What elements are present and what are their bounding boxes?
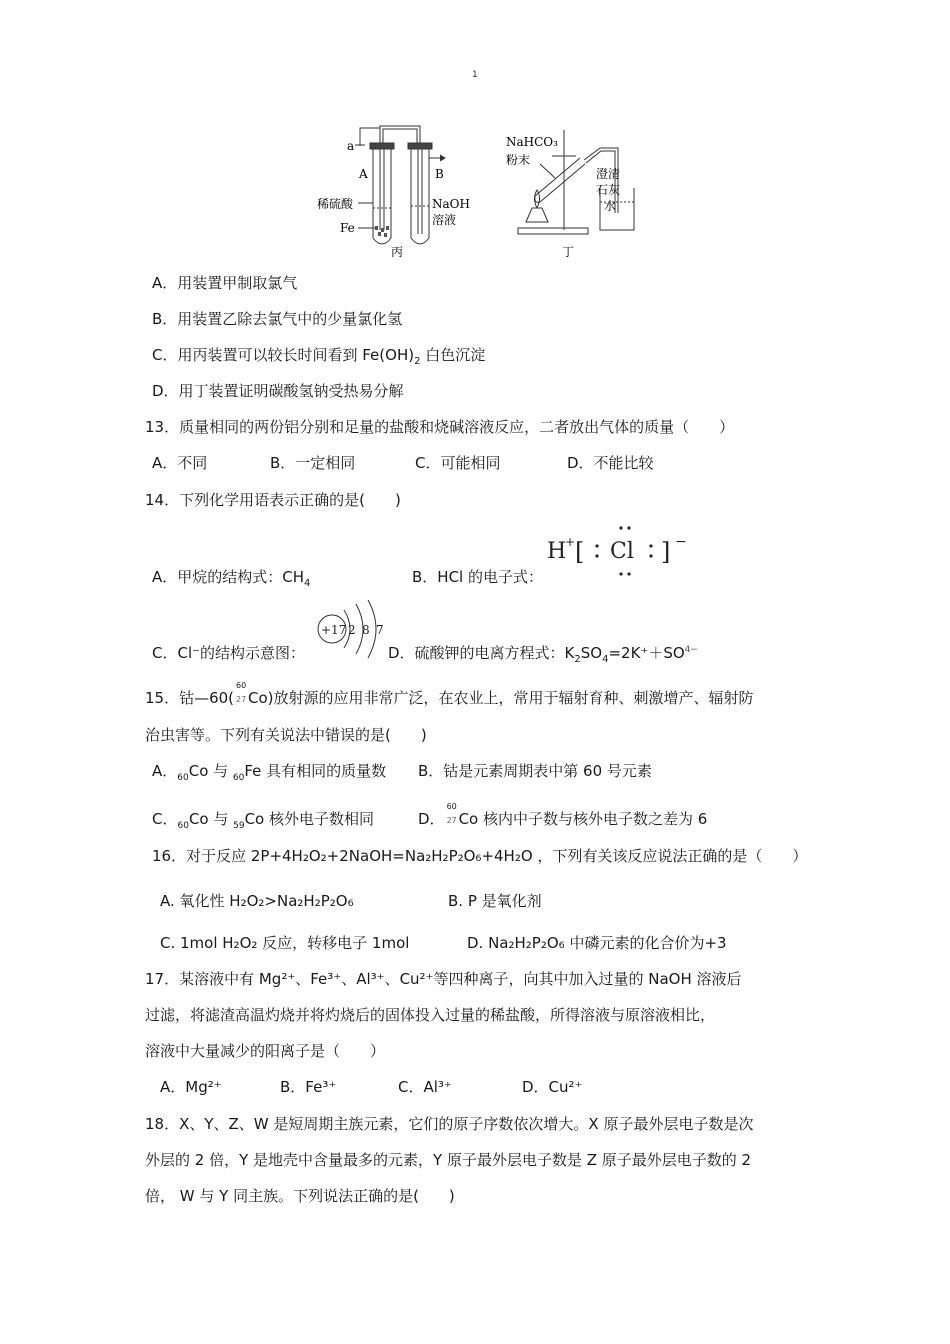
q12-option-c: C．用丙装置可以较长时间看到 $Fe(OH)_2$ 白色沉淀	[152, 346, 486, 367]
chloride-ion-structure-diagram	[312, 596, 392, 662]
q17-option-a: A．Mg²⁺	[160, 1078, 222, 1096]
lewis-plus: +	[565, 535, 576, 549]
limewater-label-1: 澄清	[596, 167, 621, 181]
q17-option-b: B．Fe³⁺	[280, 1078, 337, 1096]
shell-1: 2	[348, 623, 356, 637]
caption-ding: 丁	[562, 245, 575, 259]
fe-label: Fe	[340, 221, 355, 235]
q13-stem: 13．质量相同的两份铝分别和足量的盐酸和烧碱溶液反应，二者放出气体的质量（ ）	[145, 418, 735, 436]
q14-option-c: C．Cl⁻的结构示意图：	[152, 644, 306, 662]
caption-bing: 丙	[391, 245, 404, 259]
q14-option-d: D．硫酸钾的电离方程式：$K_2SO_4=2K^++SO^{4-}$	[388, 644, 698, 665]
dilute-acid-label: 稀硫酸	[317, 197, 354, 211]
nucleus-charge: +17	[321, 623, 347, 637]
q15-option-b: B．钴是元素周期表中第 60 号元素	[418, 762, 652, 780]
q17-line3: 溶液中大量减少的阳离子是（ ）	[145, 1042, 386, 1060]
q14-option-b: B．HCl 的电子式：	[412, 568, 543, 586]
q12-option-b: B．用装置乙除去氯气中的少量氯化氢	[152, 310, 403, 328]
limewater-label-3: 水	[604, 199, 617, 213]
q12-option-d: D．用丁装置证明碳酸氢钠受热易分解	[152, 382, 404, 400]
clamp-a-label: a	[347, 139, 355, 153]
q13-option-a: A．不同	[152, 454, 208, 472]
powder-label: 粉末	[506, 153, 531, 167]
page-number: 1	[472, 70, 478, 80]
apparatus-bing-figure	[317, 118, 475, 259]
q13-option-b: B．一定相同	[270, 454, 356, 472]
q18-line1: 18．X、Y、Z、W 是短周期主族元素，它们的原子序数依次增大。X 原子最外层电子数是次	[145, 1115, 754, 1133]
svg-text:[: [	[575, 538, 585, 566]
q13-option-c: C．可能相同	[415, 454, 501, 472]
q17-option-c: C．Al³⁺	[398, 1078, 452, 1096]
hcl-electron-formula	[545, 520, 695, 580]
tube-b-label: B	[435, 167, 444, 181]
q16-stem: 16．对于反应 2P+4H₂O₂+2NaOH=Na₂H₂P₂O₆+4H₂O ，下列有关该反应说法正确的是（ ）	[152, 847, 808, 865]
q14-option-a: A．甲烷的结构式：$CH_4$	[152, 568, 311, 589]
lewis-minus: −	[675, 534, 687, 550]
q16-option-c: C. 1mol H₂O₂ 反应，转移电子 1mol	[160, 934, 410, 952]
limewater-label-2: 石灰	[596, 183, 621, 197]
svg-text:]: ]	[661, 538, 671, 566]
q17-line1: 17．某溶液中有 Mg²⁺、Fe³⁺、Al³⁺、Cu²⁺等四种离子，向其中加入过量的 NaOH 溶液后	[145, 970, 742, 988]
shell-2: 8	[362, 623, 370, 637]
q15-option-d: D． 60 27 Co 核内中子数与核外电子数之差为 6	[418, 802, 708, 828]
solution-label: 溶液	[432, 213, 457, 227]
tube-a-label: A	[359, 167, 368, 181]
q16-option-a: A. 氧化性 H₂O₂>Na₂H₂P₂O₆	[160, 892, 354, 910]
q15-option-c: C．$_{60}$Co 与 $_{59}$Co 核外电子数相同	[152, 810, 374, 831]
q17-line2: 过滤，将滤渣高温灼烧并将灼烧后的固体投入过量的稀盐酸，所得溶液与原溶液相比，	[145, 1006, 716, 1024]
lewis-cl: Cl	[610, 539, 634, 564]
q15-stem-line2: 治虫害等。下列有关说法中错误的是( )	[145, 726, 427, 744]
q15-option-a: A．$_{60}$Co 与 $_{60}$Fe 具有相同的质量数	[152, 762, 387, 783]
naoh-label: NaOH	[432, 197, 470, 211]
apparatus-ding-figure	[500, 118, 650, 260]
q18-line2: 外层的 2 倍，Y 是地壳中含量最多的元素，Y 原子最外层电子数是 Z 原子最外层电子数的 2	[145, 1151, 752, 1169]
q17-option-d: D．Cu²⁺	[522, 1078, 583, 1096]
q14-stem: 14．下列化学用语表示正确的是( )	[145, 491, 401, 509]
q12-option-a: A．用装置甲制取氯气	[152, 274, 298, 292]
q16-option-b: B. P 是氧化剂	[448, 892, 542, 910]
q18-line3: 倍， W 与 Y 同主族。下列说法正确的是( )	[145, 1187, 455, 1205]
shell-3: 7	[376, 623, 384, 637]
q13-option-d: D．不能比较	[567, 454, 654, 472]
nahco3-label: NaHCO₃	[506, 135, 558, 149]
q16-option-d: D. Na₂H₂P₂O₆ 中磷元素的化合价为+3	[467, 934, 727, 952]
q15-stem-line1: 15．钴—60( 60 27 Co)放射源的应用非常广泛，在农业上，常用于辐射育种、刺激增产、辐射防	[145, 681, 754, 707]
lewis-h: H	[547, 539, 567, 564]
